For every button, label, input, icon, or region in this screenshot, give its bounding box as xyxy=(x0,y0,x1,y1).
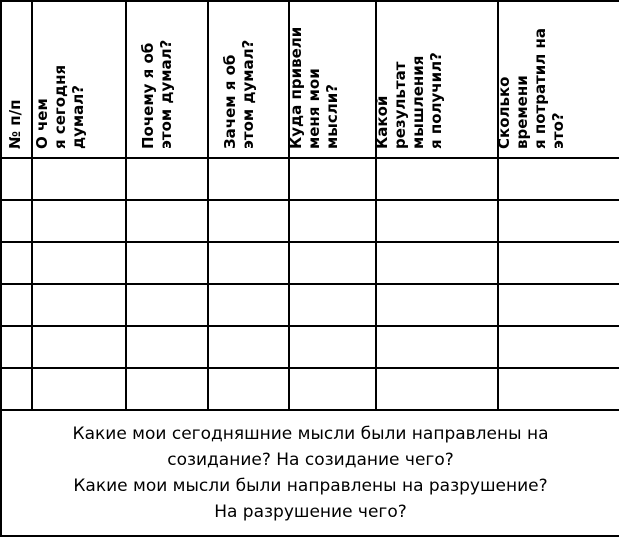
table-cell[interactable] xyxy=(208,242,289,284)
table-cell[interactable] xyxy=(208,200,289,242)
header-what-thought-label: О чем я сегодня думал? xyxy=(33,64,87,149)
header-why-thought xyxy=(126,1,208,158)
header-what-thought xyxy=(32,1,126,158)
table-cell[interactable] xyxy=(32,242,126,284)
table-cell[interactable] xyxy=(32,326,126,368)
header-result xyxy=(373,1,498,158)
table-cell[interactable] xyxy=(32,158,126,200)
table-cell[interactable] xyxy=(1,158,32,200)
table-cell[interactable] xyxy=(289,368,376,410)
table-cell[interactable] xyxy=(498,368,619,410)
header-number xyxy=(1,1,32,158)
table-cell[interactable] xyxy=(208,326,289,368)
header-result-label: Какой результат мышления я получил? xyxy=(373,52,445,149)
table-cell[interactable] xyxy=(289,158,376,200)
footer-questions-text: Какие мои сегодняшние мысли были направлены на созидание? На созидание чего? Какие мои мысли были направлены на разрушение? На разрушение чего? xyxy=(72,424,549,522)
header-time-spent xyxy=(495,1,619,158)
header-where-led xyxy=(286,1,376,158)
header-number-label: № п/п xyxy=(5,99,24,149)
header-why-thought-label: Почему я об этом думал? xyxy=(139,39,175,149)
table-row xyxy=(1,326,619,368)
table-cell[interactable] xyxy=(1,242,32,284)
table-row xyxy=(1,200,619,242)
table-cell[interactable] xyxy=(208,158,289,200)
table-cell[interactable] xyxy=(126,242,208,284)
footer-row xyxy=(1,410,619,536)
table-row xyxy=(1,242,619,284)
table-row xyxy=(1,284,619,326)
table-cell[interactable] xyxy=(498,326,619,368)
table-cell[interactable] xyxy=(126,200,208,242)
table-cell[interactable] xyxy=(289,326,376,368)
footer-cell xyxy=(1,410,619,536)
table-cell[interactable] xyxy=(289,242,376,284)
table-cell[interactable] xyxy=(376,200,498,242)
table-cell[interactable] xyxy=(208,284,289,326)
header-where-led-label: Куда привели меня мои мысли? xyxy=(286,26,341,149)
table-row xyxy=(1,368,619,410)
header-purpose-thought-label: Зачем я об этом думал? xyxy=(220,39,257,149)
table-cell[interactable] xyxy=(376,158,498,200)
table-cell[interactable] xyxy=(289,200,376,242)
table-row xyxy=(1,158,619,200)
table-cell[interactable] xyxy=(32,368,126,410)
table-cell[interactable] xyxy=(208,368,289,410)
header-time-spent-label: Сколько времени я потратил на это? xyxy=(495,28,567,149)
header-row xyxy=(1,1,619,158)
table-cell[interactable] xyxy=(498,200,619,242)
table-cell[interactable] xyxy=(498,242,619,284)
table-cell[interactable] xyxy=(376,242,498,284)
table-cell[interactable] xyxy=(1,200,32,242)
table-cell[interactable] xyxy=(376,326,498,368)
table-cell[interactable] xyxy=(1,326,32,368)
table-cell[interactable] xyxy=(1,284,32,326)
table-cell[interactable] xyxy=(1,368,32,410)
table-cell[interactable] xyxy=(126,284,208,326)
header-purpose-thought xyxy=(208,1,289,158)
table-cell[interactable] xyxy=(126,158,208,200)
table-cell[interactable] xyxy=(376,368,498,410)
table-cell[interactable] xyxy=(126,368,208,410)
table-cell[interactable] xyxy=(32,200,126,242)
table-cell[interactable] xyxy=(376,284,498,326)
table-cell[interactable] xyxy=(498,158,619,200)
table-cell[interactable] xyxy=(289,284,376,326)
table-cell[interactable] xyxy=(32,284,126,326)
table-cell[interactable] xyxy=(498,284,619,326)
table-cell[interactable] xyxy=(126,326,208,368)
